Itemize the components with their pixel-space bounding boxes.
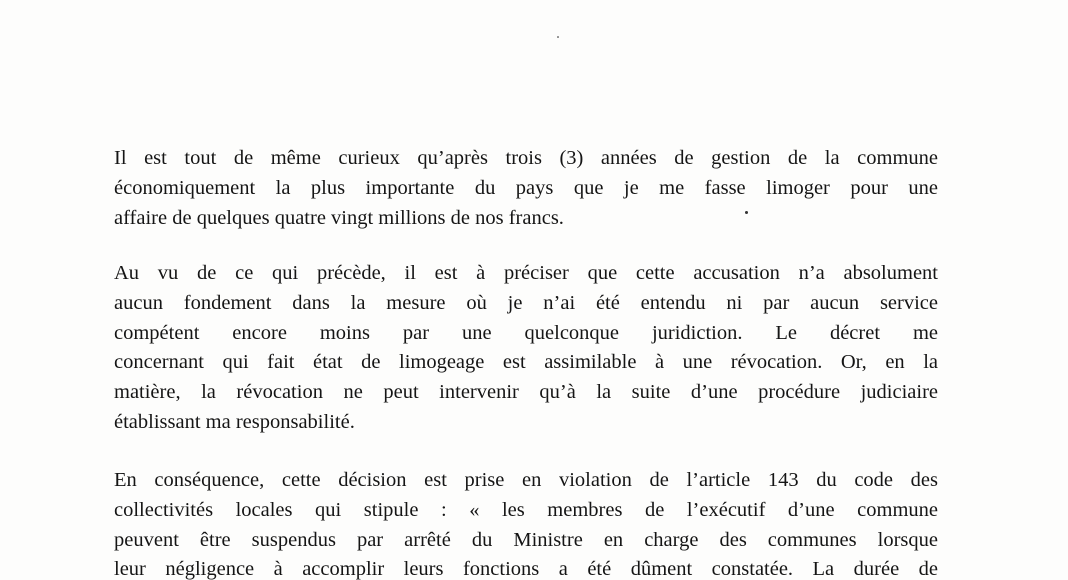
text-line: Au vu de ce qui précède, il est à préciser que cette accusation n’a absolument xyxy=(114,262,938,284)
scan-speck xyxy=(557,36,559,38)
text-line: compétent encore moins par une quelconque juridiction. Le décret me xyxy=(114,321,938,344)
text-line: collectivités locales qui stipule : « les membres de l’exécutif d’une commune xyxy=(114,498,938,521)
text-line: matière, la révocation ne peut intervenir qu’à la suite d’une procédure judiciaire xyxy=(114,381,938,404)
paragraph-article-143 xyxy=(114,466,938,580)
text-line: peuvent être suspendus par arrêté du Ministre en charge des communes lorsque xyxy=(114,528,938,551)
text-line: concernant qui fait état de limogeage est assimilable à une révocation. Or, en la xyxy=(114,351,938,374)
paragraph-curious-dismissal xyxy=(114,144,938,233)
text-line: aucun fondement dans la mesure où je n’ai été entendu ni par aucun service xyxy=(114,291,938,314)
text-line: économiquement la plus importante du pays que je me fasse limoger pour une xyxy=(114,176,938,199)
paragraph-accusation-unfounded xyxy=(114,259,938,438)
text-line: Il est tout de même curieux qu’après trois (3) années de gestion de la commune xyxy=(114,147,938,169)
text-line: établissant ma responsabilité. xyxy=(114,410,355,433)
text-line: En conséquence, cette décision est prise en violation de l’article 143 du code des xyxy=(114,469,938,491)
text-line: leur négligence à accomplir leurs fonctions a été dûment constatée. La durée de xyxy=(114,558,938,580)
text-line: affaire de quelques quatre vingt millions de nos francs. xyxy=(114,206,564,229)
